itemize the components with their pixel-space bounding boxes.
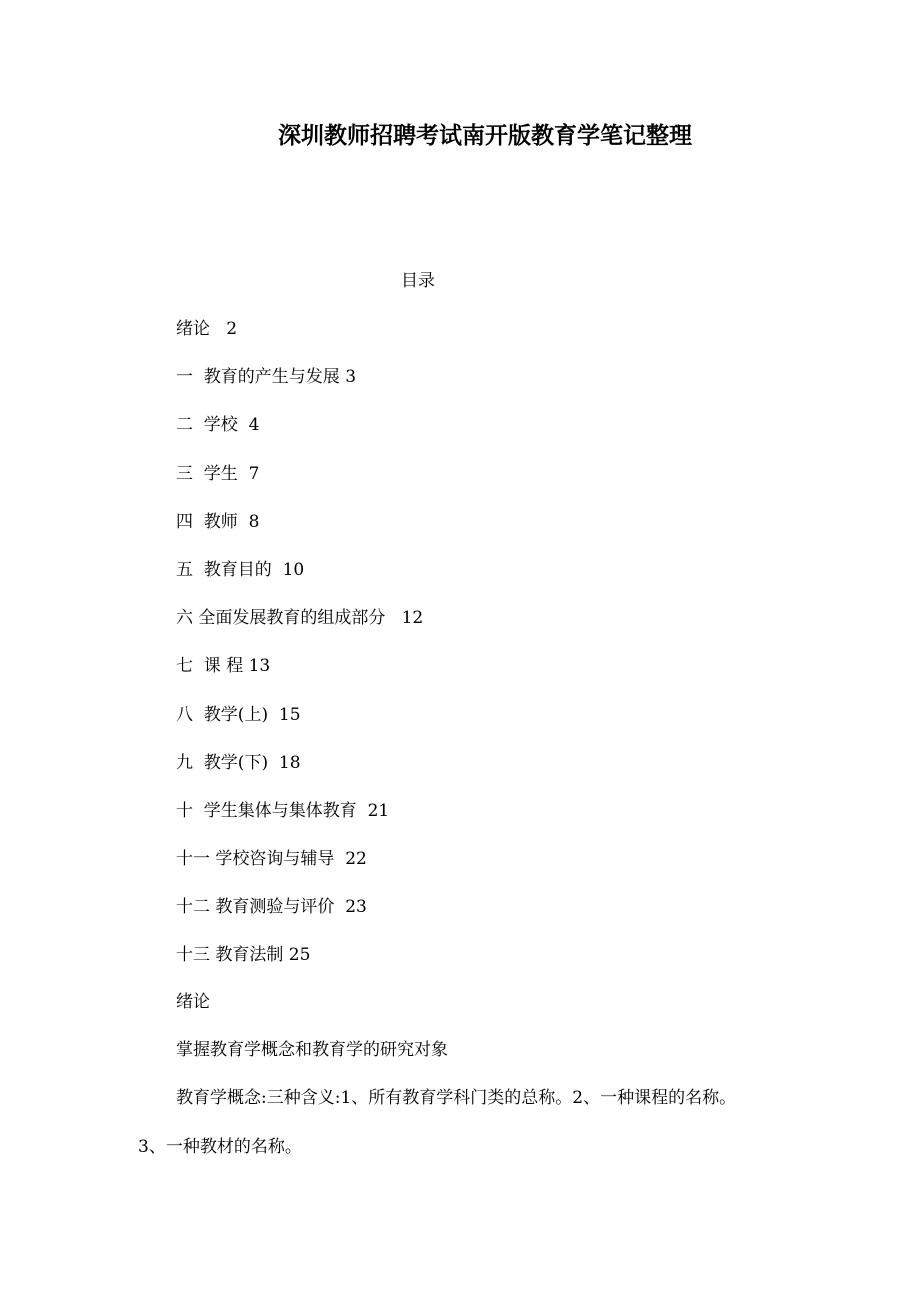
body-text [176, 988, 736, 1133]
toc-entry-5: 五 教育目的 10 [176, 559, 305, 580]
toc-entry-10: 十 学生集体与集体教育 21 [176, 800, 390, 821]
toc-entry-12: 十二 教育测验与评价 23 [176, 897, 367, 918]
paragraph: 掌握教育学概念和教育学的研究对象 [176, 1040, 448, 1061]
toc-entry-intro: 绪论 2 [176, 319, 238, 339]
toc-entry-6: 六 全面发展教育的组成部分 12 [176, 608, 424, 629]
toc-entry-8: 八 教学(上) 15 [176, 704, 301, 725]
toc-entry-11: 十一 学校咨询与辅导 22 [176, 849, 367, 870]
section-heading: 绪论 [176, 992, 210, 1012]
toc-entry-13: 十三 教育法制 25 [176, 945, 311, 966]
toc-entry-9: 九 教学(下) 18 [176, 752, 301, 773]
toc-entry-3: 三 学生 7 [176, 463, 260, 484]
table-of-contents [176, 315, 423, 990]
toc-entry-7: 七 课 程 13 [176, 656, 271, 677]
toc-entry-1: 一 教育的产生与发展 3 [176, 367, 357, 388]
toc-heading: 目录 [401, 271, 435, 291]
document-title: 深圳教师招聘考试南开版教育学笔记整理 [278, 122, 692, 149]
paragraph-continuation: 3、一种教材的名称。 [138, 1137, 302, 1157]
toc-entry-2: 二 学校 4 [176, 415, 260, 436]
toc-entry-4: 四 教师 8 [176, 511, 260, 532]
paragraph: 教育学概念:三种含义:1、所有教育学科门类的总称。2、一种课程的名称。 [176, 1088, 737, 1109]
